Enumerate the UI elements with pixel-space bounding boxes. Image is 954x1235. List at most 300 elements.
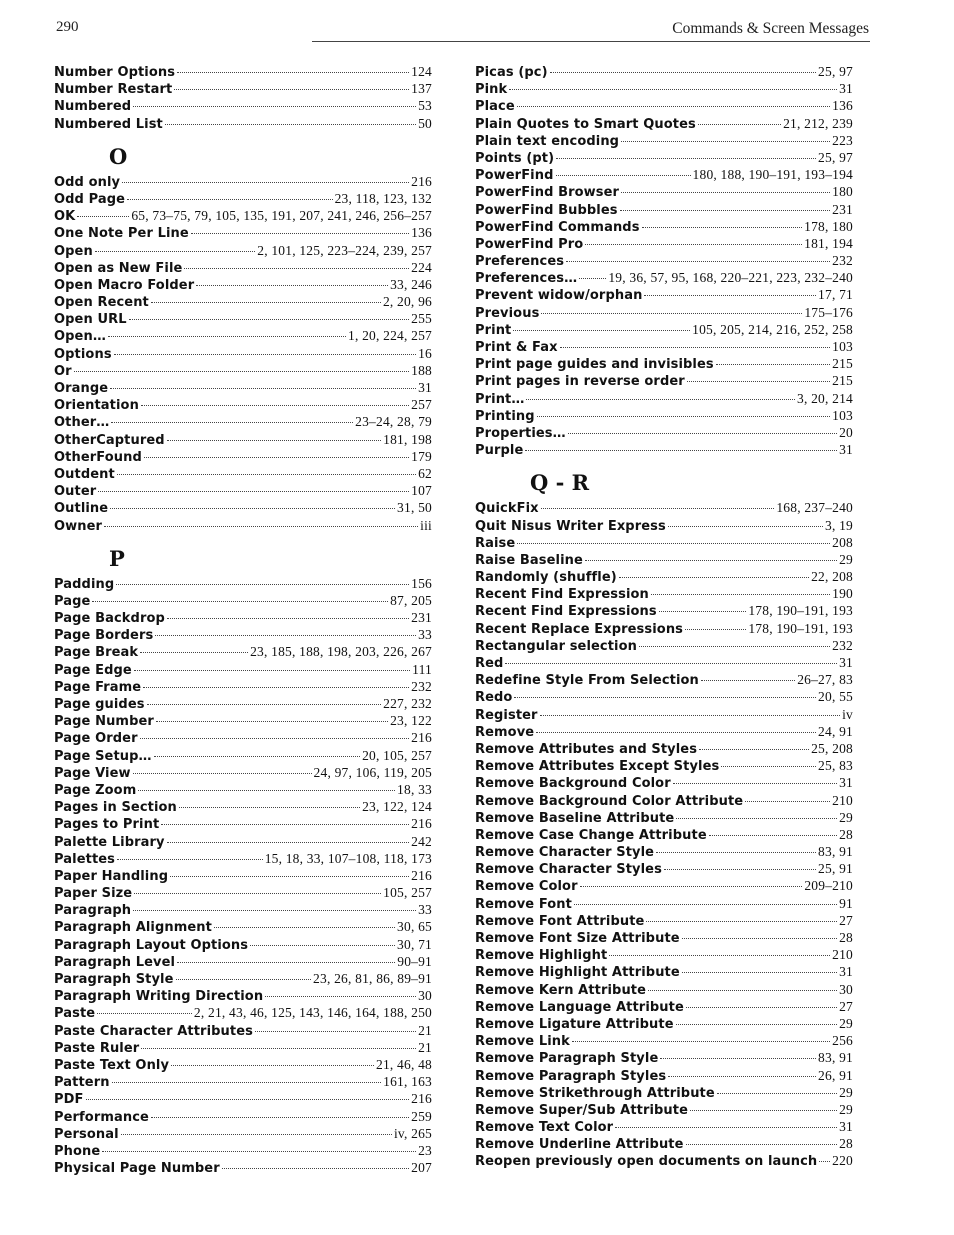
index-page-refs: 103 (832, 339, 853, 354)
dot-leader (141, 1048, 416, 1049)
dot-leader (102, 1151, 416, 1152)
index-page-refs: 28 (839, 930, 853, 945)
index-term: Orange (54, 381, 109, 396)
index-term: Remove Character Styles (475, 862, 662, 878)
index-page-refs: 30, 65 (397, 919, 432, 935)
index-page-refs: 210 (832, 947, 853, 963)
index-entry (54, 661, 432, 678)
index-entry (475, 1067, 853, 1084)
index-page-refs: 31 (839, 1119, 853, 1135)
index-entry (475, 149, 853, 166)
dot-leader (116, 584, 409, 585)
index-term: Page View (54, 765, 131, 781)
index-entry (54, 276, 432, 293)
index-page-refs: 23, 26, 81, 86, 89–91 (313, 971, 432, 986)
index-term: Recent Replace Expressions (475, 621, 684, 637)
index-page-refs: 111 (412, 661, 432, 677)
index-page-refs: 30, 71 (397, 936, 432, 952)
dot-leader (134, 670, 410, 671)
index-entry (54, 224, 432, 241)
index-page-refs: 136 (411, 225, 432, 241)
index-term: Paste Character Attributes (54, 1023, 253, 1039)
index-term: Points (pt) (475, 150, 555, 166)
index-term: Previous (475, 305, 540, 321)
index-term: Recent Find Expressions (475, 604, 657, 620)
index-term: Paragraph Style (54, 972, 174, 987)
dot-leader (191, 233, 409, 234)
index-page-refs: 29 (839, 809, 853, 825)
dot-leader (138, 790, 395, 791)
index-page-refs: 21, 212, 239 (783, 115, 853, 131)
index-page-refs: 19, 36, 57, 95, 168, 220–221, 223, 232–240 (608, 270, 853, 286)
dot-leader (721, 766, 816, 767)
index-page-refs: 33, 246 (390, 276, 432, 292)
dot-leader (92, 601, 388, 602)
index-term: PowerFind Bubbles (475, 202, 618, 218)
page-header (0, 0, 954, 44)
index-page-refs: 181, 194 (804, 235, 853, 251)
index-page-refs: 180 (832, 184, 853, 200)
dot-leader (686, 1007, 837, 1008)
index-page-refs: 1, 20, 224, 257 (348, 328, 432, 344)
index-term: Remove Highlight Attribute (475, 965, 680, 981)
index-page-refs: 31 (418, 380, 432, 395)
dot-leader (86, 1099, 410, 1100)
index-term: Outdent (54, 466, 115, 482)
index-entry (475, 355, 853, 372)
index-page-refs: 2, 20, 96 (382, 294, 432, 310)
index-entry (475, 671, 853, 688)
index-term: Paragraph Layout Options (54, 937, 249, 953)
index-page-refs: 20, 55 (818, 689, 853, 705)
index-entry (475, 1152, 853, 1169)
index-page-refs: 2, 101, 125, 223–224, 239, 257 (257, 242, 432, 258)
dot-leader (646, 921, 837, 922)
index-entry (54, 517, 432, 534)
index-entry (475, 1049, 853, 1066)
index-entry (54, 1125, 432, 1142)
index-term: Plain text encoding (475, 133, 620, 149)
dot-leader (265, 996, 416, 997)
index-term: Randomly (shuffle) (475, 570, 617, 586)
index-term: Pages to Print (54, 817, 160, 833)
index-page-refs: 31 (839, 81, 853, 97)
index-term: Paper Handling (54, 868, 169, 884)
dot-leader (108, 336, 346, 337)
index-entry (54, 242, 432, 259)
index-page-refs: 17, 71 (818, 287, 853, 303)
dot-leader (176, 979, 312, 980)
index-entry (475, 551, 853, 568)
dot-leader (161, 824, 409, 825)
dot-leader (621, 141, 830, 142)
index-term: Paragraph Writing Direction (54, 989, 264, 1005)
index-page-refs: 209–210 (804, 878, 853, 894)
index-entry (54, 190, 432, 207)
index-entry (475, 757, 853, 774)
index-page-refs: 25, 97 (818, 64, 853, 79)
dot-leader (156, 721, 388, 722)
index-entry (475, 792, 853, 809)
index-page-refs: 21 (418, 1039, 432, 1055)
dot-leader (155, 635, 416, 636)
index-term: Preferences (475, 254, 565, 270)
index-term: Preferences… (475, 271, 578, 287)
dot-leader (687, 381, 830, 382)
dot-leader (673, 783, 837, 784)
index-term: Paste Ruler (54, 1040, 140, 1056)
page-number: 290 (56, 19, 79, 35)
index-page-refs: 2, 21, 43, 46, 125, 143, 146, 164, 188, 250 (193, 1005, 432, 1021)
index-term: QuickFix (475, 501, 539, 517)
index-entry (54, 207, 432, 224)
index-term: Owner (54, 518, 103, 534)
dot-leader (147, 704, 382, 705)
dot-leader (566, 261, 830, 262)
index-term: Options (54, 346, 112, 362)
index-page-refs: 22, 208 (811, 569, 853, 585)
index-entry (475, 115, 853, 132)
index-entry (475, 1101, 853, 1118)
index-term: Page Number (54, 714, 154, 730)
dot-leader (509, 89, 837, 90)
index-page-refs: iv (842, 706, 853, 722)
dot-leader (690, 1110, 837, 1111)
index-page-refs: 190 (832, 586, 853, 602)
index-entry (54, 327, 432, 344)
index-term: Place (475, 99, 515, 115)
index-entry (475, 620, 853, 637)
index-page-refs: 178, 190–191, 193 (748, 620, 853, 636)
index-entry (54, 781, 432, 798)
dot-leader (141, 405, 409, 406)
index-entry (475, 252, 853, 269)
index-page-refs: 255 (411, 311, 432, 327)
index-entry (475, 304, 853, 321)
index-page-refs: 105, 205, 214, 216, 252, 258 (692, 321, 853, 337)
index-term: Prevent widow/orphan (475, 288, 643, 304)
dot-leader (585, 560, 837, 561)
index-term: Redefine Style From Selection (475, 673, 699, 689)
index-term: Page Edge (54, 662, 132, 678)
index-term: Remove Color (475, 879, 578, 895)
index-entry (54, 396, 432, 413)
index-page-refs: 20, 105, 257 (362, 747, 432, 763)
dot-leader (196, 285, 388, 286)
index-entry (475, 1032, 853, 1049)
index-term: Page Frame (54, 679, 142, 695)
dot-leader (620, 210, 831, 211)
index-term: Palette Library (54, 834, 165, 850)
index-entry (475, 826, 853, 843)
dot-leader (560, 347, 831, 348)
index-entry (54, 729, 432, 746)
index-page-refs: 23 (418, 1142, 432, 1158)
dot-leader (609, 955, 830, 956)
index-entry (54, 575, 432, 592)
index-term: Remove Font Size Attribute (475, 931, 680, 946)
dot-leader (121, 1134, 392, 1135)
index-term: Remove Text Color (475, 1120, 614, 1136)
index-entry (475, 774, 853, 791)
dot-leader (127, 199, 333, 200)
index-entry (54, 1039, 432, 1056)
index-term: Open Macro Folder (54, 277, 195, 293)
index-term: Remove Language Attribute (475, 999, 684, 1015)
index-term: Open Recent (54, 295, 149, 311)
index-page-refs: 259 (411, 1108, 432, 1124)
dot-leader (74, 371, 409, 372)
index-entry (54, 431, 432, 448)
dot-leader (664, 869, 816, 870)
index-page-refs: 90–91 (397, 953, 432, 969)
index-page-refs: 29 (839, 1015, 853, 1031)
index-entry (54, 626, 432, 643)
index-term: Remove Paragraph Styles (475, 1068, 667, 1084)
index-entry (54, 970, 432, 987)
index-page-refs: 216 (411, 1091, 432, 1107)
index-entry (475, 132, 853, 149)
index-term: PowerFind (475, 168, 554, 184)
dot-leader (540, 715, 841, 716)
index-page-refs: 180, 188, 190–191, 193–194 (692, 167, 853, 183)
dot-leader (117, 474, 416, 475)
index-term: Or (54, 363, 72, 379)
index-term: Open URL (54, 312, 127, 328)
index-term: One Note Per Line (54, 226, 189, 242)
index-entry (54, 695, 432, 712)
index-page-refs: 3, 20, 214 (797, 390, 853, 406)
dot-leader (112, 1082, 382, 1083)
index-entry (54, 815, 432, 832)
left-column (54, 63, 432, 1176)
dot-leader (537, 416, 830, 417)
index-term: Remove Link (475, 1034, 570, 1050)
index-page-refs: 25, 83 (818, 758, 853, 774)
index-term: Purple (475, 443, 524, 459)
index-page-refs: 232 (832, 637, 853, 653)
dot-leader (95, 251, 255, 252)
dot-leader (170, 876, 409, 877)
index-entry (475, 809, 853, 826)
index-entry (54, 173, 432, 190)
index-entry (475, 877, 853, 894)
index-page-refs: 29 (839, 1101, 853, 1117)
index-entry (54, 712, 432, 729)
index-page-refs: 231 (832, 201, 853, 217)
index-page-refs: 216 (411, 730, 432, 746)
dot-leader (699, 749, 809, 750)
index-page-refs: 31 (839, 655, 853, 670)
index-page-refs: 27 (839, 912, 853, 928)
dot-leader (660, 1058, 816, 1059)
index-term: Print page guides and invisibles (475, 357, 714, 373)
dot-leader (134, 893, 381, 894)
index-entry (54, 936, 432, 953)
index-term: Pages in Section (54, 800, 177, 816)
index-term: Recent Find Expression (475, 587, 649, 603)
index-entry (475, 534, 853, 551)
index-term: OtherFound (54, 449, 142, 465)
index-term: Register (475, 707, 538, 723)
index-page-refs: 28 (839, 826, 853, 842)
dot-leader (682, 938, 837, 939)
index-entry (475, 654, 853, 671)
index-term: Red (475, 656, 504, 671)
index-list (475, 499, 853, 1169)
dot-leader (517, 106, 830, 107)
index-page-refs: 23–24, 28, 79 (355, 414, 432, 430)
index-entry (54, 884, 432, 901)
index-page-refs: 232 (832, 253, 853, 269)
index-list (475, 63, 853, 458)
index-page-refs: 224 (411, 259, 432, 275)
dot-leader (122, 182, 409, 183)
index-page-refs: 23, 122, 124 (362, 799, 432, 815)
index-entry (54, 482, 432, 499)
index-entry (475, 740, 853, 757)
index-entry (475, 63, 853, 80)
index-term: Phone (54, 1143, 101, 1159)
index-entry (475, 568, 853, 585)
dot-leader (143, 687, 409, 688)
index-entry (54, 798, 432, 815)
index-page-refs: 3, 19 (825, 517, 853, 533)
index-term: Remove Strikethrough Attribute (475, 1085, 715, 1101)
dot-leader (698, 124, 781, 125)
dot-leader (179, 807, 360, 808)
dot-leader (556, 175, 691, 176)
index-entry (475, 517, 853, 534)
index-term: Orientation (54, 398, 139, 414)
index-page-refs: 178, 190–191, 193 (748, 603, 853, 619)
dot-leader (98, 491, 409, 492)
index-entry (475, 338, 853, 355)
dot-leader (104, 526, 418, 527)
dot-leader (165, 124, 416, 125)
index-term: Remove Font Attribute (475, 913, 645, 929)
index-page-refs: 26, 91 (818, 1067, 853, 1083)
index-list (54, 575, 432, 1177)
index-entry (475, 585, 853, 602)
index-term: Remove Highlight (475, 948, 608, 964)
index-page-refs: iv, 265 (393, 1125, 432, 1141)
index-term: Open as New File (54, 260, 183, 276)
index-term: Remove Attributes Except Styles (475, 759, 720, 775)
index-entry (54, 1108, 432, 1125)
dot-leader (174, 89, 409, 90)
dot-leader (642, 227, 803, 228)
dot-leader (676, 1024, 837, 1025)
index-entry (475, 929, 853, 946)
index-entry (54, 97, 432, 114)
index-list (54, 63, 432, 132)
dot-leader (556, 158, 816, 159)
index-entry (475, 1118, 853, 1135)
dot-leader (133, 910, 416, 911)
index-page-refs: 83, 91 (818, 844, 853, 860)
index-entry (54, 901, 432, 918)
index-page-refs: 87, 205 (390, 592, 432, 608)
index-entry (475, 688, 853, 705)
dot-leader (651, 594, 830, 595)
index-page-refs: 210 (832, 792, 853, 808)
dot-leader (129, 319, 410, 320)
index-page-refs: 30 (839, 981, 853, 997)
dot-leader (171, 1065, 374, 1066)
index-page-refs: 216 (411, 816, 432, 832)
index-entry (54, 465, 432, 482)
dot-leader (709, 835, 837, 836)
index-term: Remove (475, 724, 535, 740)
index-entry (475, 166, 853, 183)
index-term: Paragraph Alignment (54, 920, 212, 936)
index-page-refs: 24, 91 (818, 723, 853, 739)
index-entry (475, 235, 853, 252)
index-page-refs: 15, 18, 33, 107–108, 118, 173 (264, 850, 432, 866)
index-entry (475, 269, 853, 286)
index-term: Raise (475, 535, 516, 551)
index-entry (475, 201, 853, 218)
dot-leader (659, 611, 747, 612)
index-page-refs: 105, 257 (383, 885, 432, 901)
index-page-refs: 28 (839, 1136, 853, 1152)
index-entry (475, 286, 853, 303)
dot-leader (580, 886, 803, 887)
index-term: Remove Super/Sub Attribute (475, 1102, 689, 1118)
index-entry (475, 441, 853, 458)
dot-leader (621, 192, 830, 193)
index-term: Number Options (54, 65, 176, 80)
index-page-refs: 179 (411, 448, 432, 464)
index-term: Reopen previously open documents on launch (475, 1154, 818, 1170)
dot-leader (644, 295, 816, 296)
index-page-refs: 29 (839, 1084, 853, 1100)
index-page-refs: 25, 97 (818, 149, 853, 165)
index-entry (54, 764, 432, 781)
index-term: Print (475, 322, 512, 338)
dot-leader (114, 354, 416, 355)
dot-leader (77, 216, 129, 217)
index-term: Picas (pc) (475, 65, 548, 80)
dot-leader (526, 399, 795, 400)
index-entry (54, 259, 432, 276)
dot-leader (619, 577, 809, 578)
index-term: Physical Page Number (54, 1161, 220, 1177)
index-term: PowerFind Browser (475, 185, 620, 201)
index-page-refs: 24, 97, 106, 119, 205 (313, 764, 432, 780)
dot-leader (579, 278, 606, 279)
index-term: PowerFind Commands (475, 219, 640, 235)
index-page-refs: 31 (839, 442, 853, 458)
dot-leader (514, 697, 816, 698)
index-page-refs: 33 (418, 627, 432, 643)
index-page-refs: 256 (832, 1033, 853, 1049)
dot-leader (154, 756, 360, 757)
index-term: Numbered (54, 99, 132, 115)
index-entry (475, 499, 853, 516)
dot-leader (513, 330, 690, 331)
index-page-refs: 220 (832, 1153, 853, 1169)
index-term: Page guides (54, 697, 145, 712)
dot-leader (819, 1161, 830, 1162)
dot-leader (701, 680, 795, 681)
index-page-refs: 215 (832, 373, 853, 389)
dot-leader (517, 543, 830, 544)
index-term: Page Order (54, 731, 138, 747)
index-entry (54, 1022, 432, 1039)
index-term: Page Zoom (54, 782, 137, 798)
